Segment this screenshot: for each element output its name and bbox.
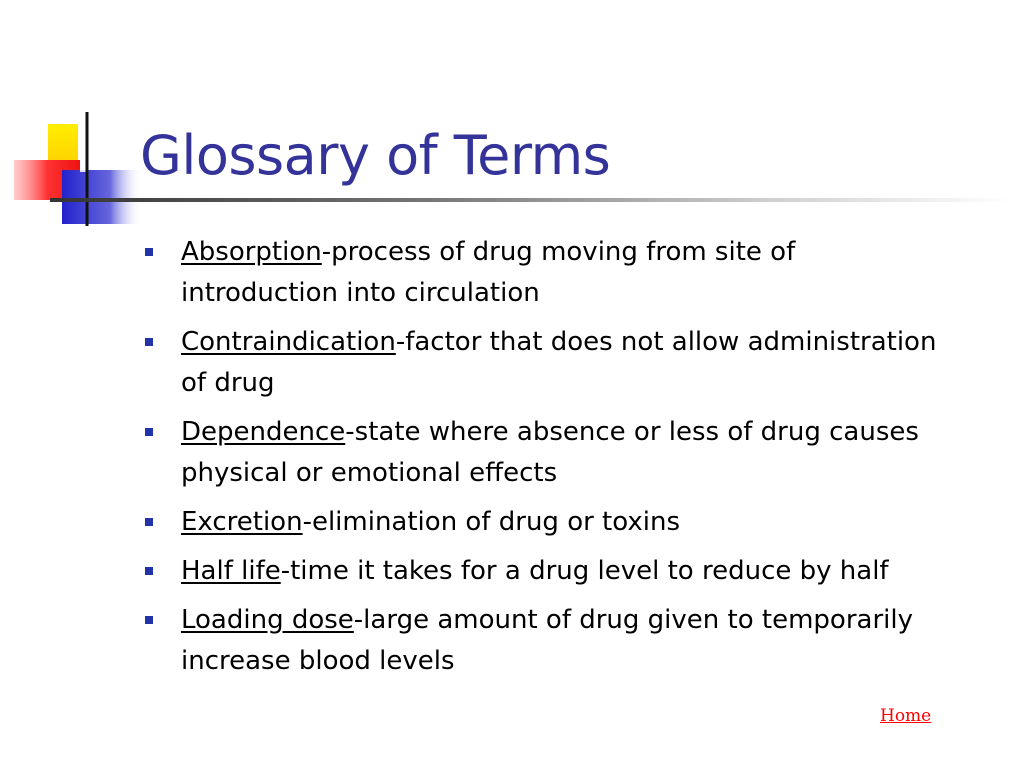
slide-title: Glossary of Terms xyxy=(140,124,611,187)
square-bullet-icon xyxy=(145,428,153,436)
term-definition: -process of drug moving from site of introduction into circulation xyxy=(181,237,796,308)
glossary-item-absorption xyxy=(140,232,960,314)
home-link[interactable]: Home xyxy=(880,706,932,726)
term-word: Excretion xyxy=(181,507,303,537)
term-word: Loading dose xyxy=(181,605,354,635)
title-divider xyxy=(50,198,1010,202)
term-word: Dependence xyxy=(181,417,346,447)
square-bullet-icon xyxy=(145,616,153,624)
square-bullet-icon xyxy=(145,248,153,256)
glossary-item-loading-dose xyxy=(140,600,960,682)
square-bullet-icon xyxy=(145,518,153,526)
glossary-item-excretion xyxy=(140,502,960,543)
term-definition: -large amount of drug given to temporarily increase blood levels xyxy=(181,605,913,676)
term-definition: -time it takes for a drug level to reduce by half xyxy=(280,556,889,586)
term-definition: -state where absence or less of drug causes physical or emotional effects xyxy=(181,417,919,488)
glossary-list xyxy=(140,232,960,690)
white-gap xyxy=(80,124,86,172)
term-word: Contraindication xyxy=(181,327,396,357)
glossary-item-half-life xyxy=(140,551,960,592)
term-word: Absorption xyxy=(181,237,322,267)
glossary-item-dependence xyxy=(140,412,960,494)
term-definition: -elimination of drug or toxins xyxy=(302,507,680,537)
term-word: Half life xyxy=(181,556,281,586)
square-bullet-icon xyxy=(145,338,153,346)
square-bullet-icon xyxy=(145,567,153,575)
blue-square xyxy=(62,170,142,224)
term-definition: -factor that does not allow administration of drug xyxy=(181,327,937,398)
decorative-squares-graphic xyxy=(0,0,160,240)
glossary-item-contraindication xyxy=(140,322,960,404)
